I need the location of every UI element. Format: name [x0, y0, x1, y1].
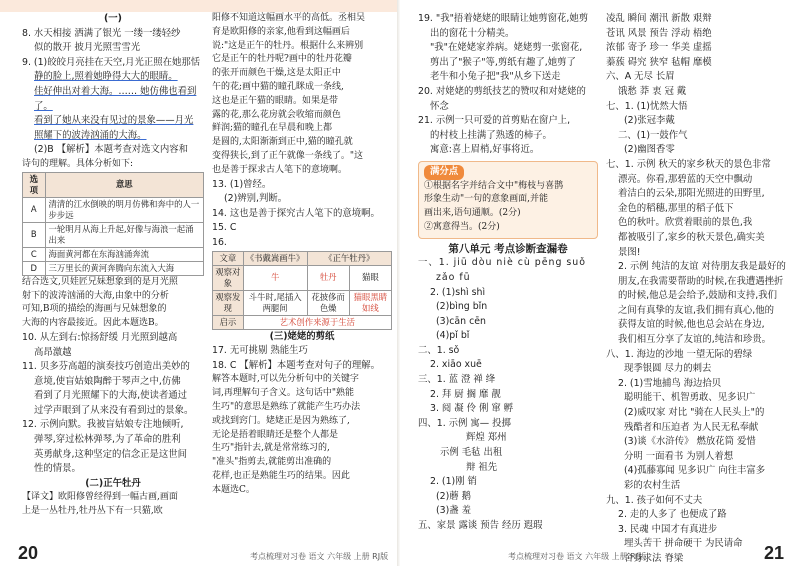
answer-line: 我们相互分享了友谊的,纯洁和珍贵。 — [618, 334, 771, 346]
answer-line: 本题选C。 — [212, 484, 255, 495]
answer-line: 【译文】欧阳修曾经得到一幅古画,画面 — [22, 492, 178, 503]
answer-line: 2. (1)shì shì — [430, 286, 486, 298]
answer-line: 七、1. 示例 秋天的家乡秋天的景色非常 — [606, 158, 771, 170]
answer-line: 照耀下的波涛汹涌的大海。 — [34, 129, 147, 141]
answer-line: (2)辨别,判断。 — [224, 193, 288, 205]
answer-line: 高昂激越 — [34, 346, 72, 358]
answer-line: 九、1. 孩子如何不丈夫 — [606, 494, 703, 506]
page-footer: 考点梳理对习卷 语文 六年级 上册 RJ版 — [250, 552, 389, 561]
answer-line: 露的花,那么花房就会收缩而颜色 — [212, 109, 341, 120]
answer-line: 四、1. 示例 寓— 投掷 — [418, 417, 511, 429]
right-column-1 — [418, 12, 598, 534]
header-band — [0, 0, 400, 12]
answer-line: 金色的稻穗,那里的稻子低下 — [618, 202, 734, 214]
answer-line: 午的花;画中猫的瞳孔眯成一条线, — [212, 81, 344, 92]
tip-line: 形象生动"一句的意象画面,并能 — [424, 194, 549, 205]
answer-line: 怀念 — [430, 100, 449, 112]
answer-line: (4)pǐ bǐ — [436, 330, 470, 342]
answer-line: 2. 拜 厨 搁 靡 靓 — [430, 388, 501, 400]
answer-line: 生巧"指针去,就是常常练习的, — [212, 443, 330, 454]
answer-line: (4)孤藤寡闻 见多识广 向往丰富多 — [624, 465, 766, 477]
answer-line: "准头"指剪去,就能剪出准确的 — [212, 457, 332, 468]
answer-line: 舍身求法 脊梁 — [624, 552, 684, 564]
answer-line: 凌乱 瞬间 潮汛 新散 艰辩 — [606, 13, 712, 24]
answer-line: 18. C 【解析】本题考查对句子的理解。 — [212, 359, 381, 371]
table-row: D 三万里长的黄河奔腾向东流入大海 — [23, 261, 204, 275]
answer-line: 8. 水天相接 洒满了银光 一缕一缕轻纱 — [22, 27, 181, 39]
answer-line: 育是欧阳修的亲家,他看到这幅画后 — [212, 26, 350, 37]
answer-line: 浓郁 寄予 珍一 华美 虚摇 — [606, 42, 712, 54]
answer-line: 诗句的理解。具体分析如下: — [22, 158, 134, 169]
answer-line: 六、A 无尽 长眉 — [606, 71, 675, 83]
answer-line: 2. (1)雪地捕鸟 海边拾贝 — [618, 377, 722, 389]
right-page — [400, 0, 800, 566]
answer-line: 射下的波涛汹涌的大海,由象中的分析 — [22, 290, 169, 301]
comparison-table — [212, 251, 392, 330]
answer-line: 老牛和小兔子把"我"从乡下送走 — [430, 71, 561, 83]
answer-line: 鲜润;猫的瞳孔在早晨和晚上都 — [212, 123, 333, 134]
answer-line: 静的脸上,照着她睁得大大的眼睛。 — [34, 71, 178, 83]
answer-line: 的时候,他总是会给予,鼓励和支持,我们 — [618, 290, 777, 302]
answer-line: 埋头苦干 拼命硬干 为民请命 — [624, 538, 743, 550]
answer-line: 结合选文,贝娃匠兄妹想象到的是月光照 — [22, 276, 178, 287]
answer-line: 二、1. sǒ — [418, 344, 460, 356]
answer-line: 意境,使盲姑娘陶醉于琴声之中,仿佛 — [34, 375, 181, 387]
left-column-2 — [212, 12, 392, 497]
answer-line: 20. 对姥姥的剪纸技艺的赞叹和对姥姥的 — [418, 85, 586, 97]
answer-line: (3)cān cēn — [436, 315, 486, 327]
answer-line: 三、1. 蓝 澄 禅 绛 — [418, 374, 496, 386]
table-row: C 海面黄河都在东海汹涌奔流 — [23, 247, 204, 261]
answer-line: 七、1. (1)忧然大悟 — [606, 100, 688, 112]
table-header: 《正午牡丹》 — [307, 251, 391, 265]
answer-line: zǎo fū — [436, 271, 471, 283]
tip-line: 画出来,语句通顺。(2分) — [424, 208, 521, 219]
answer-line: (2)蘑 鹅 — [436, 490, 472, 502]
answer-line: 漂亮。你看,那碧蓝的天空中飘动 — [618, 173, 753, 185]
answer-line: 可知,B项的描绘的海画与兄妹想象的 — [22, 304, 167, 315]
answer-line: 五、家景 露谈 预告 经历 遐瑕 — [418, 520, 543, 531]
table-header: 意思 — [45, 172, 204, 197]
table-row: B 一轮明月从海上升起,好像与海浪一起涌出来 — [23, 222, 204, 247]
answer-line: 残酷者和压迫者 为人民无私奉献 — [624, 421, 759, 433]
answer-line: 13. (1)曾经。 — [212, 178, 272, 190]
answer-line: 弹琴,穿过松林弹琴,为了革命的胜利 — [34, 434, 181, 446]
answer-line: 蓁蔟 碍究 狭窄 毡帽 靡模 — [606, 56, 712, 68]
answer-line: (2)B 【解析】本题考查对选文内容和 — [34, 144, 188, 156]
answer-line: 分明 一面看书 为别人着想 — [624, 450, 734, 462]
answer-line: 这也是正午猫的眼睛。如果是带 — [212, 95, 339, 106]
answer-line: 词,再理解句子含义。这句话中"熟能 — [212, 388, 355, 399]
answer-line: 过学声眼到了从来没有看到过的景象。 — [34, 404, 194, 416]
answer-line: 似的散开 披月光照雪雪光 — [34, 42, 141, 54]
section-title: (三)姥姥的剪纸 — [269, 330, 335, 342]
answer-line: 朋友,在我需要帮助的时候,在我遭遇挫折 — [618, 275, 784, 287]
answer-line: "我"在姥姥家养病。姥姥剪一张窗花, — [430, 42, 583, 54]
answer-line: (2)威叹家 对比 "骑在人民头上"的 — [624, 407, 765, 419]
answer-line: 14. 这也是善于探究古人笔下的意境啊。 — [212, 207, 380, 219]
page-number: 20 — [18, 543, 39, 563]
answer-line: 它是正午的牡丹呢?画中的牡丹花瓣 — [212, 54, 352, 65]
answer-line: (2)张冠李戴 — [624, 115, 675, 127]
answer-line: 上是一丛牡丹,牡丹丛下有一只猫,欧 — [22, 506, 163, 517]
answer-line: 英勇献身,这种坚定的信念正是这世间 — [34, 448, 187, 460]
answer-line: 21. 示例一只可爱的首剪贴在窗户上, — [418, 115, 571, 127]
answer-line: (3)盏 羞 — [436, 505, 472, 517]
answer-line: 现季银圆 尽力的刺去 — [624, 363, 712, 375]
answer-line: (3)谈《水浒传》 燃放花筒 爱惜 — [624, 436, 756, 448]
table-header: 选项 — [23, 172, 46, 197]
answer-line: (2)幽图香零 — [624, 144, 675, 156]
answer-line: 彩的农村生活 — [624, 480, 681, 491]
table-row: A 清清的江水倒映的明月仿佛和奔中的人一步步远 — [23, 197, 204, 222]
answer-line: 生巧"的意思是熟练了就能产生巧办法 — [212, 401, 361, 412]
answer-line: 获得友谊的时候,他也总会站在身边, — [618, 319, 765, 331]
answer-line: 八、1. 海边的沙地 一望无际的碧绿 — [606, 348, 753, 360]
tip-label: 满分点 — [424, 165, 464, 180]
answer-line: 无论是捂着眼睛还是整个人都是 — [212, 429, 339, 440]
tip-line: ②寓意得当。(2分) — [424, 221, 500, 232]
answer-line: 也是善于探求古人笔下的意境啊。 — [212, 164, 348, 175]
answer-line: 花样,也正是熟能生巧的结果。因此 — [212, 470, 350, 481]
answer-line: 15. C — [212, 222, 237, 234]
section-title: (二)正午牡丹 — [85, 477, 141, 489]
table-header: 《书戴嵩画牛》 — [243, 251, 307, 265]
answer-line: 说:"这是正午的牡丹。根据什么来辨别 — [212, 40, 364, 51]
answer-line: 或找到窍门。姥姥正是因为熟练了, — [212, 415, 350, 426]
answer-line: 看到了月光照耀下的大海,使读者通过 — [34, 390, 187, 402]
answer-line: 之间有真挚的友谊,我们拥有真心,他的 — [618, 304, 774, 316]
unit-title: 第八单元 考点诊断查漏卷 — [448, 242, 568, 255]
answer-line: 2. xiāo xuē — [430, 359, 482, 371]
answer-line: 着洁白的云朵,那阳光照进的田野里, — [618, 188, 765, 200]
scoring-tip-box — [418, 161, 598, 239]
answer-line: 辉煌 郑州 — [466, 432, 507, 444]
answer-line: 色的秋叶。欣赏着眼前的景色,我 — [618, 217, 753, 229]
section-title: (一) — [104, 13, 122, 24]
answer-line: 2. 走的人多了 也便成了路 — [618, 509, 727, 521]
answer-line: 12. 示例向默。我被盲姑娘专注地倾听, — [22, 419, 184, 431]
answer-line: 9. (1)皎皎月亮挂在天空,月光正照在她那恬 — [22, 56, 201, 68]
answer-line: 16. — [212, 236, 227, 248]
answer-line: 2. (1)刚 销 — [430, 476, 477, 488]
answer-line: 剪出了"猴子"等,剪纸有趣了,她剪了 — [430, 56, 576, 68]
answer-line: 出的窗花十分精美。 — [430, 27, 515, 39]
answer-line: 的村枝上挂满了熟透的柿子。 — [430, 129, 552, 141]
answer-line: 都被吸引了,家乡的秋天景色,确实美 — [618, 231, 765, 243]
answer-line: 11. 贝多芬高超的演奏技巧创造出美妙的 — [22, 361, 190, 373]
answer-line: 性的情景。 — [34, 463, 81, 475]
right-column-2 — [606, 12, 786, 566]
answer-line: 19. "我"捂着姥姥的眼睛让她剪窗花,她剪 — [418, 13, 589, 24]
answer-line: 3. 阅 凝 伶 俐 窜 孵 — [430, 403, 514, 415]
answer-line: 是圆的,太阳渐渐到正中,猫的瞳孔就 — [212, 137, 353, 148]
page-footer: 考点梳理对习卷 语文 六年级 上册 RJ版 — [508, 552, 647, 561]
tip-line: ①根据名字并结合文中"梅枝与喜鹊 — [424, 180, 564, 191]
table-row: 观察对象 牛 牡丹 猫眼 — [213, 265, 392, 290]
options-table — [22, 172, 204, 276]
answer-line: 一、1. jiū dòu niè cù pēng suǒ — [418, 257, 586, 269]
table-row: 启示 艺术创作来源于生活 — [213, 315, 392, 329]
answer-line: 饿愁 莽 衷 冠 戴 — [618, 85, 687, 97]
answer-line: 聪明能干、机智勇敢、见多识广 — [624, 392, 756, 404]
answer-line: (2)bìng bǐn — [436, 301, 488, 313]
answer-line: 寓意:喜上眉梢,好事将近。 — [430, 144, 540, 156]
answer-line: 10. 从左到右:惊扬舒缓 月光照到越高 — [22, 331, 178, 343]
answer-line: 辩 祖先 — [466, 461, 498, 473]
page-number: 21 — [763, 543, 784, 563]
answer-line: 解答本题时,可以先分析句中的关键字 — [212, 374, 359, 385]
answer-line: 变得狭长,到了正午就像一条线了。"这 — [212, 150, 364, 161]
answer-line: 阳修不知道这幅画水平的高低。丞相吴 — [212, 13, 366, 23]
answer-line: 苍讯 风景 预告 浮动 梧绝 — [606, 27, 712, 39]
answer-line: 示例 毛毡 出租 — [440, 447, 503, 459]
answer-line: 二、(1)一鼓作气 — [618, 129, 688, 141]
answer-line: 2. 示例 纯洁的友谊 对待朋友我是最好的 — [618, 261, 786, 273]
table-row: 观察发现 斗牛时,尾插入两腿间 花披侈而色燥 猫眼黑睛如线 — [213, 290, 392, 315]
answer-line: 佳好伸出对着大海。…… 她仿佛也看到了。 — [34, 85, 197, 112]
answer-line: 大海的内容最接近。因此本题选B。 — [22, 318, 164, 329]
answer-line: 的张开而颜色干燥,这是太阳正中 — [212, 68, 341, 79]
answer-line: 看到了她从来没有见过的景象——月光 — [34, 115, 194, 127]
answer-line: 17. 无可挑剔 熟能生巧 — [212, 345, 308, 357]
answer-line: 景图! — [618, 246, 641, 258]
answer-line: 3. 民魂 中国才有真进步 — [618, 523, 718, 535]
left-column-1 — [22, 12, 204, 519]
table-header: 文章 — [213, 251, 244, 265]
